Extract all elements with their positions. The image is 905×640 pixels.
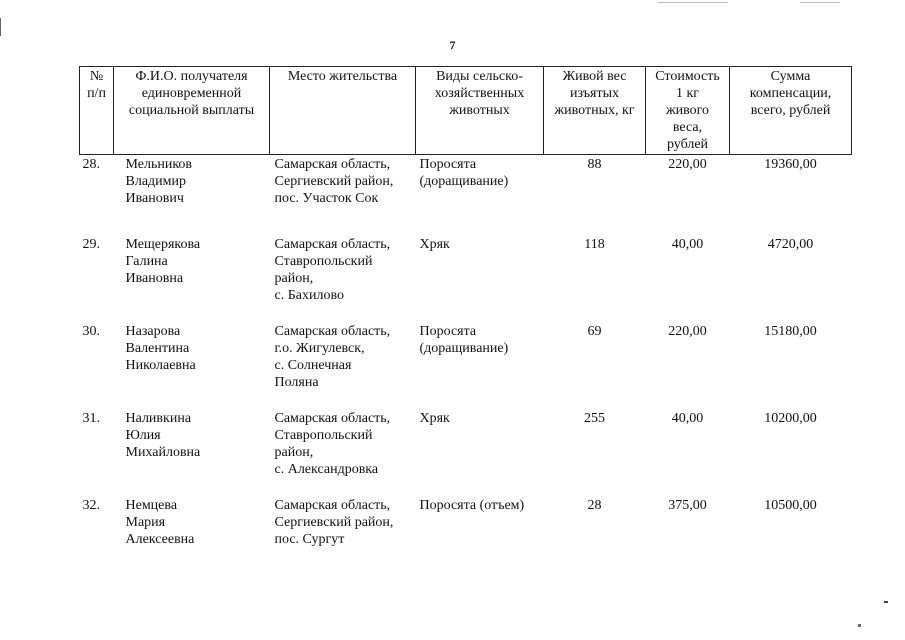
cell-name [114,235,270,322]
cell-line: Хряк [419,236,450,252]
cell-line: Михайловна [125,444,201,460]
scan-edge-mark [0,18,1,36]
cell-weight: 88 [587,157,602,172]
compensation-table [79,66,852,576]
cell-line: пос. Сургут [274,531,345,547]
cell-line: Мещерякова [125,236,201,252]
cell-weight: 69 [587,323,602,339]
table-row [80,235,852,322]
cell-line: Самарская область, [274,497,391,513]
cell-line: Самарская область, [274,410,391,426]
cell-line: № [89,69,104,84]
cell-line: животных, кг [554,103,635,118]
cell-line: Ставропольский [274,253,373,269]
cell-line: Ивановна [125,270,184,286]
cell-line: животных [449,103,510,118]
cell-place [270,496,416,576]
cell-kind [416,409,544,496]
header-kind [416,67,544,155]
cell-line: всего, рублей [750,103,831,118]
cell-line: район, [274,270,314,286]
scan-artifact [800,2,840,3]
cell-line: (доращивание) [419,174,509,189]
cell-line: рублей [666,137,709,152]
cell-place [270,235,416,322]
cell-line: Хряк [419,410,450,426]
cell-line: живого [665,103,710,118]
cell-line: социальной выплаты [128,103,255,118]
scan-artifact [884,601,888,603]
cell-line: пос. Участок Сок [274,191,379,206]
cell-line: Поляна [274,374,319,390]
cell-line: компенсации, [749,86,832,101]
cell-line: Наливкина [125,410,192,426]
cell-line: Живой вес [562,69,627,84]
cell-num: 31. [82,410,100,426]
cell-line: 1 кг [675,86,700,101]
cell-line: Самарская область, [274,236,391,252]
cell-sum: 19360,00 [764,157,817,172]
cell-line: Мария [125,514,166,530]
cell-price: 375,00 [668,497,707,513]
cell-line: Николаевна [125,357,196,373]
cell-line: Самарская область, [274,323,391,339]
cell-num: 28. [82,157,100,172]
cell-name [114,496,270,576]
cell-num: 29. [82,236,100,252]
cell-sum: 10200,00 [764,410,817,426]
cell-line: Валентина [125,340,190,356]
cell-line: с. Бахилово [274,287,344,303]
cell-price: 40,00 [671,236,704,252]
cell-line: Немцева [125,497,178,513]
page-number: 7 [449,38,456,52]
cell-line: (доращивание) [419,340,509,356]
cell-line: Стоимость [655,69,720,84]
cell-line: Владимир [125,174,187,189]
cell-line: Место жительства [287,69,398,84]
cell-price: 220,00 [668,323,707,339]
cell-line: г.о. Жигулевск, [274,340,365,356]
cell-sum: 4720,00 [767,236,814,252]
cell-line: Сергиевский район, [274,514,394,530]
header-name [114,67,270,155]
cell-place [270,155,416,235]
cell-kind [416,322,544,409]
cell-num: 32. [82,497,100,513]
cell-line: Поросята (отъем) [419,497,525,513]
cell-line: Сумма [770,69,811,84]
cell-line: Виды сельско- [436,69,523,84]
cell-line: Ф.И.О. получателя [135,69,248,84]
cell-price: 220,00 [668,157,707,172]
cell-line: с. Солнечная [274,357,352,373]
table-row [80,155,852,235]
cell-line: район, [274,444,314,460]
cell-line: Поросята [419,323,477,339]
cell-weight: 118 [584,236,605,252]
cell-place [270,409,416,496]
cell-line: Самарская область, [274,157,391,172]
cell-line: Мельников [125,157,193,172]
scan-artifact [658,2,728,3]
header-sum [730,67,852,155]
header-weight [544,67,646,155]
cell-price: 40,00 [671,410,704,426]
cell-line: Поросята [419,157,477,172]
cell-name [114,322,270,409]
cell-weight: 28 [587,497,602,513]
cell-num: 30. [82,323,100,339]
table-row [80,409,852,496]
cell-name [114,409,270,496]
cell-line: Галина [125,253,168,269]
cell-place [270,322,416,409]
cell-kind [416,235,544,322]
cell-line: п/п [87,86,106,101]
cell-name [114,155,270,235]
cell-line: хозяйственных [434,86,525,101]
header-place [270,67,416,155]
table-row [80,496,852,576]
cell-line: веса, [672,120,703,135]
cell-weight: 255 [584,410,605,426]
table-body [80,155,852,576]
cell-line: Ставропольский [274,427,373,443]
table-row [80,322,852,409]
cell-line: единовременной [141,86,242,101]
cell-line: изъятых [570,86,619,101]
table-header-row [80,67,852,155]
header-num [80,67,114,155]
cell-line: Иванович [125,191,184,206]
header-price [646,67,730,155]
cell-sum: 15180,00 [764,323,817,339]
scan-artifact [858,624,861,627]
cell-line: Алексеевна [125,531,195,547]
cell-line: Назарова [125,323,181,339]
cell-sum: 10500,00 [764,497,817,513]
cell-line: Юлия [125,427,161,443]
cell-line: Сергиевский район, [274,174,394,189]
cell-line: с. Александровка [274,461,379,477]
cell-kind [416,496,544,576]
cell-kind [416,155,544,235]
